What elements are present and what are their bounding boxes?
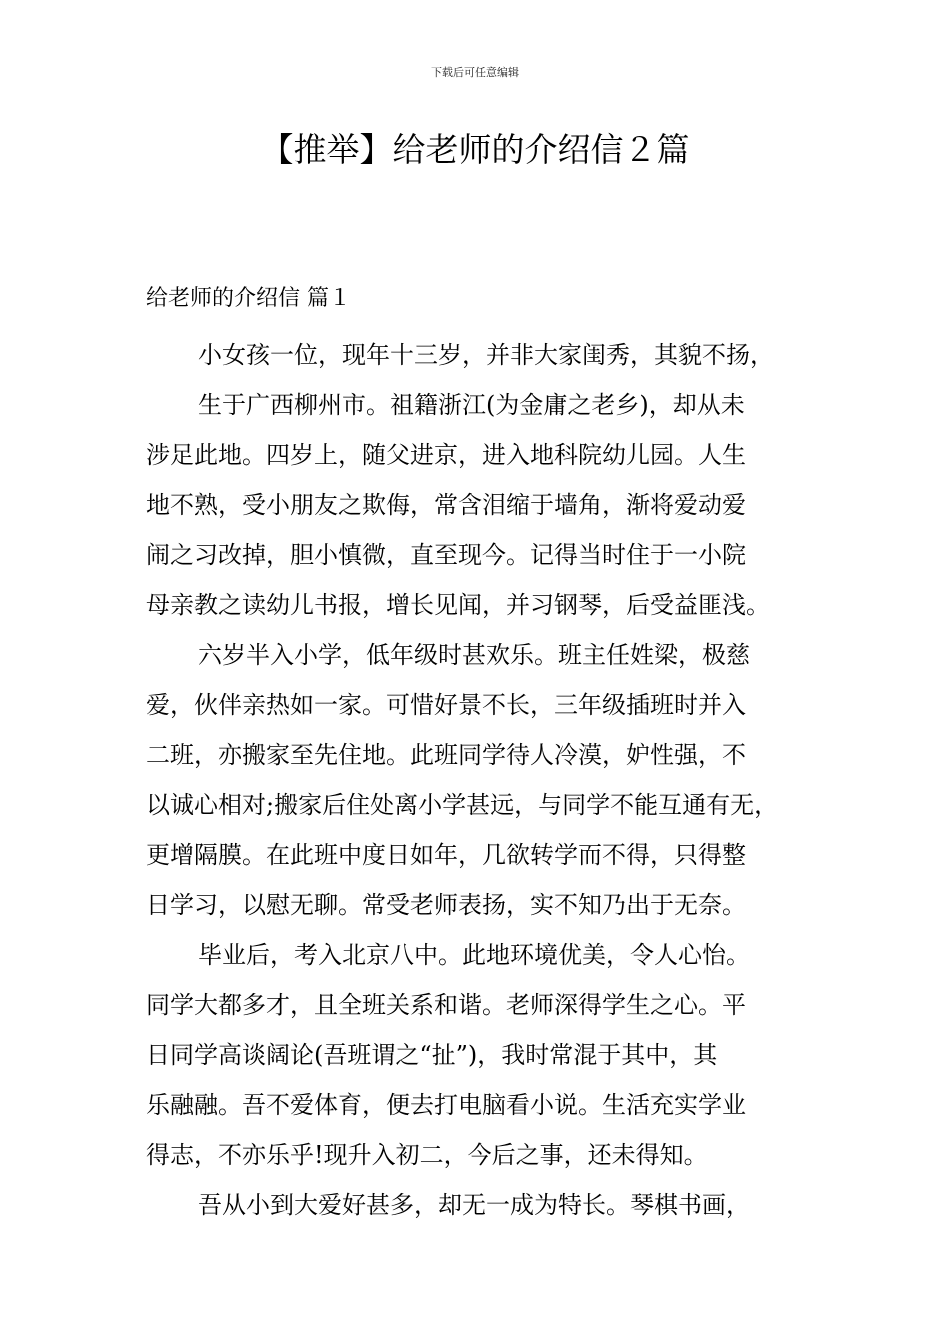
text-line: 生于广西柳州市。祖籍浙江(为金庸之老乡)，却从未 (198, 391, 745, 419)
text-line: 吾从小到大爱好甚多，却无一成为特长。琴棋书画， (198, 1191, 750, 1219)
text-line: 日同学高谈阔论(吾班谓之“扯”)，我时常混于其中，其 (146, 1041, 718, 1069)
text-line: 日学习，以慰无聊。常受老师表扬，实不知乃出于无奈。 (146, 891, 746, 919)
text-line: 乐融融。吾不爱体育，便去打电脑看小说。生活充实学业 (146, 1091, 746, 1119)
text-line: 母亲教之读幼儿书报，增长见闻，并习钢琴，后受益匪浅。 (146, 591, 770, 619)
section-heading: 给老师的介绍信 篇１ (146, 286, 351, 311)
text-line: 得志，不亦乐乎!现升入初二，今后之事，还未得知。 (146, 1141, 708, 1169)
text-line: 闹之习改掉，胆小慎微，直至现今。记得当时住于一小院 (146, 541, 746, 569)
text-line: 爱，伙伴亲热如一家。可惜好景不长，三年级插班时并入 (146, 691, 746, 719)
text-line: 更增隔膜。在此班中度日如年，几欲转学而不得，只得整 (146, 841, 746, 869)
text-line: 以诚心相对;搬家后住处离小学甚远，与同学不能互通有无， (146, 791, 779, 819)
text-line: 毕业后，考入北京八中。此地环境优美，令人心怡。 (198, 941, 750, 969)
text-line: 二班，亦搬家至先住地。此班同学待人冷漠，妒性强，不 (146, 741, 746, 769)
text-line: 六岁半入小学，低年级时甚欢乐。班主任姓梁，极慈 (198, 641, 750, 669)
page-title: 【推举】给老师的介绍信２篇 (260, 130, 690, 169)
text-line: 小女孩一位，现年十三岁，并非大家闺秀，其貌不扬， (198, 341, 774, 369)
body-text (146, 330, 826, 1230)
text-line: 同学大都多才，且全班关系和谐。老师深得学生之心。平 (146, 991, 746, 1019)
header-note: 下载后可任意编辑 (431, 66, 519, 79)
text-line: 涉足此地。四岁上，随父进京，进入地科院幼儿园。人生 (146, 441, 746, 469)
text-line: 地不熟，受小朋友之欺侮，常含泪缩于墙角，渐将爱动爱 (146, 491, 746, 519)
